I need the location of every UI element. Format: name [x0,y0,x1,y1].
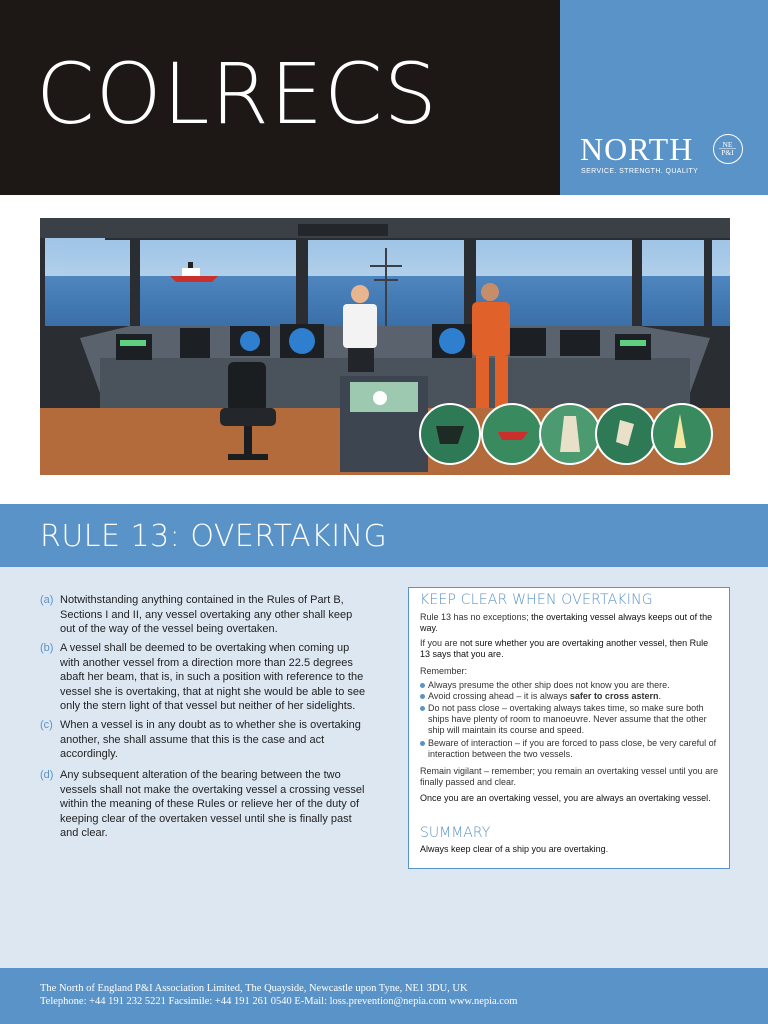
summary-heading: SUMMARY [420,825,491,841]
footer-contact-line: Telephone: +44 191 232 5221 Facsimile: +44 191 261 0540 E-Mail: loss.prevention@nepia.com www.nepia.com [40,996,518,1007]
footer-org: The North of England P&I Association Limited, [40,983,243,994]
box-heading: KEEP CLEAR WHEN OVERTAKING [420,592,653,608]
clause-d [40,768,370,841]
box-bullet: Avoid crossing ahead – it is always safer to cross astern. [420,691,720,702]
clause-label: (b) [40,642,54,654]
box-bullet: Always presume the other ship does not know you are there. [420,680,720,691]
clause-label: (d) [40,769,54,781]
central-display-console [340,376,428,472]
bridge-illustration [40,218,730,475]
box-remember-label: Remember: [420,666,468,676]
footer-address-line [40,983,468,994]
bullet-dot-icon [420,741,425,746]
box-vigilant-paragraph: Remain vigilant – remember; you remain an overtaking vessel until you are finally passed and clear. [420,766,719,788]
box-bullet: Do not pass close – overtaking always takes time, so make sure both ships have plenty of room to manoeuvre. Never assume that the other ship will maintain its course and speed. [420,703,720,737]
footer-website[interactable]: www.nepia.com [449,996,518,1007]
page-title: COLRECS [36,45,438,143]
bullet-dot-icon [420,683,425,688]
clause-text: A vessel shall be deemed to be overtaking when coming up with another vessel from a direction more than 22.5 degrees abaft her beam, that is, in such a position with reference to the vessel she is overtaking, that at night she would be able to see only the stern light of that vessel but neither of her sidelights. [60,642,366,713]
footer-address: The Quayside, Newcastle upon Tyne, NE1 3DU, UK [242,983,468,994]
rule-title: RULE 13: OVERTAKING [40,519,388,554]
keep-clear-box [408,587,730,869]
clause-text: When a vessel is in any doubt as to whether she is overtaking another, she shall assume that this is the case and act accordingly. [60,719,361,761]
box-intro-paragraph: Rule 13 has no exceptions; the overtaking vessel always keeps out of the way. [420,612,713,634]
clause-b [40,641,370,714]
bridge-windows [45,238,730,326]
clause-a [40,593,370,637]
box-bullet: Beware of interaction – if you are forced to pass close, be very careful of interaction between the two vessels. [420,738,720,760]
bullet-dot-icon [420,706,425,711]
clause-label: (c) [40,719,53,731]
rule-vignettes [420,404,712,464]
footer-facsimile: +44 191 261 0540 [212,996,295,1007]
clause-label: (a) [40,594,54,606]
clause-text: Any subsequent alteration of the bearing between the two vessels shall not make the overtaking vessel a crossing vessel within the meaning of these Rules or relieve her of the duty of keeping clear of the overtaken vessel until she is finally past and clear. [60,769,365,840]
ne-pi-seal-icon [713,134,743,164]
bullet-dot-icon [420,694,425,699]
logo-tagline: SERVICE. STRENGTH. QUALITY [581,168,699,175]
box-once-paragraph: Once you are an overtaking vessel, you are always an overtaking vessel. [420,793,711,803]
north-logo-wordmark: NORTH [580,131,694,167]
box-unsure-paragraph: If you are not sure whether you are overtaking another vessel, then Rule 13 says that you are. [420,638,709,660]
svg-text:P&I: P&I [721,148,734,157]
footer-telephone: +44 191 232 5221 [86,996,169,1007]
summary-text: Always keep clear of a ship you are overtaking. [420,844,609,854]
svg-text:NE: NE [722,140,733,149]
footer-email[interactable]: loss.prevention@nepia.com [327,996,450,1007]
clause-text: Notwithstanding anything contained in the Rules of Part B, Sections I and II, any vessel overtaking any other shall keep out of the way of the vessel being overtaken. [60,594,353,636]
clause-c [40,718,370,762]
